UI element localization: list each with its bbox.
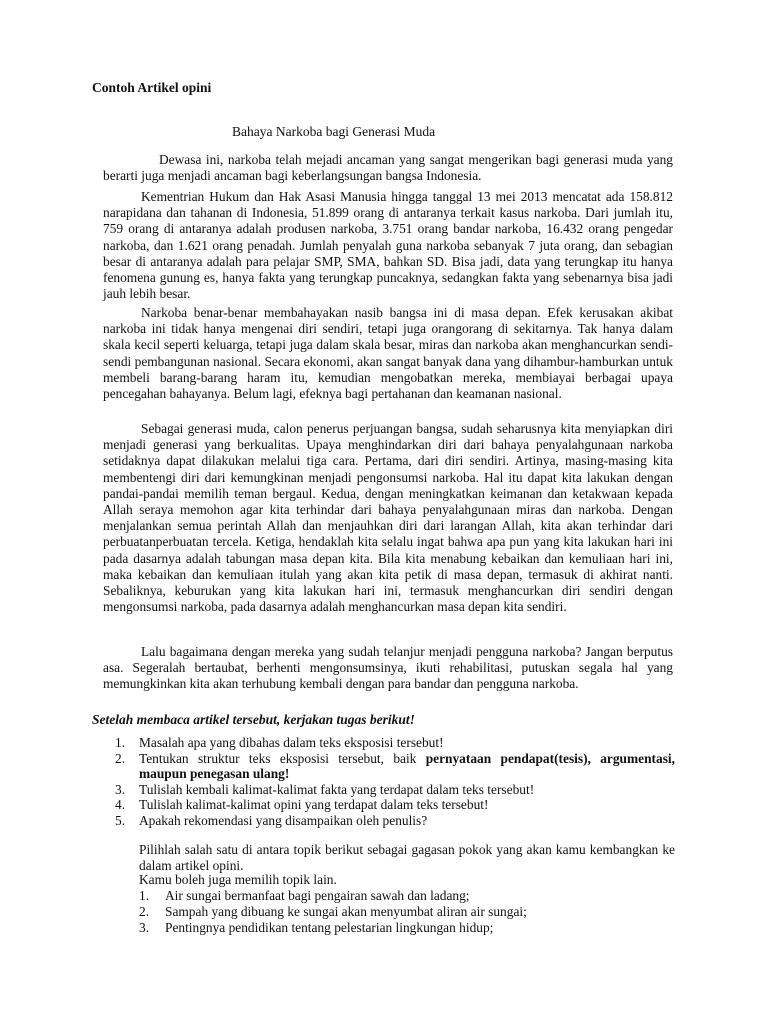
topic-list — [139, 888, 675, 935]
task-text: Apakah rekomendasi yang disampaikan oleh penulis? — [139, 812, 428, 828]
topic-number: 1. — [139, 888, 150, 903]
topic-text: Sampah yang dibuang ke sungai akan menyumbat aliran air sungai; — [165, 903, 527, 919]
topic-item-1 — [139, 888, 675, 904]
topic-item-2 — [139, 904, 675, 920]
task-text-emphasis: pernyataan pendapat(tesis), argumentasi, maupun penegasan ulang! — [139, 750, 675, 782]
task-item-3 — [115, 782, 675, 798]
task-number: 5. — [115, 812, 126, 828]
paragraph-1: Dewasa ini, narkoba telah mejadi ancaman yang sangat mengerikan bagi generasi muda yang berarti juga menjadi ancaman bagi keberlangsungan bangsa Indonesia. — [103, 152, 673, 184]
task-number: 2. — [115, 750, 126, 766]
task-number: 1. — [115, 735, 126, 750]
task-text: Tentukan struktur teks eksposisi tersebut, baik — [139, 750, 417, 766]
topic-text: Pentingnya pendidikan tentang pelestarian lingkungan hidup; — [165, 919, 494, 935]
topic-number: 2. — [139, 903, 150, 919]
paragraph-2: Kementrian Hukum dan Hak Asasi Manusia hingga tanggal 13 mei 2013 mencatat ada 158.812 narapidana dan tahanan di Indonesia, 51.899 orang di antaranya terkait kasus narkoba. Dari jumlah itu, 759 orang di antaranya adalah produsen narkoba, 3.751 orang bandar narkoba, 16.432 orang pengedar narkoba, dan 1.621 orang penadah. Jumlah penyalah guna narkoba sebanyak 7 juta orang, dan sebagian besar di antaranya adalah para pelajar SMP, SMA, bahkan SD. Bisa jadi, data yang terungkap itu hanya fenomena gunung es, hanya fakta yang terungkap puncaknya, sedangkan fakta yang sebenarnya bisa jadi jauh lebih besar. — [103, 189, 673, 302]
task-item-4 — [115, 797, 675, 813]
document-heading: Contoh Artikel opini — [92, 80, 212, 95]
task-number: 4. — [115, 797, 126, 813]
task-text: Tulislah kalimat-kalimat opini yang terdapat dalam teks tersebut! — [139, 797, 489, 813]
topic-note: Kamu boleh juga memilih topik lain. — [139, 872, 337, 887]
task-item-1 — [115, 735, 675, 751]
topic-item-3 — [139, 920, 675, 936]
task-item-5 — [115, 813, 675, 829]
task-text: Tulislah kembali kalimat-kalimat fakta yang terdapat dalam teks tersebut! — [139, 781, 535, 797]
task-list — [115, 735, 675, 829]
task-text: Masalah apa yang dibahas dalam teks eksposisi tersebut! — [139, 735, 444, 750]
paragraph-4: Sebagai generasi muda, calon penerus perjuangan bangsa, sudah seharusnya kita menyiapkan diri menjadi generasi yang berkualitas. Upaya menghindarkan diri dari bahaya penyalahgunaan narkoba setidaknya dapat dilakukan melalui tiga cara. Pertama, dari diri sendiri. Artinya, masing-masing kita membentengi diri dari kemungkinan menjadi pengonsumsi narkoba. Hal itu dapat kita lakukan dengan pandai-pandai memilih teman bergaul. Kedua, dengan meningkatkan keimanan dan ketakwaan kepada Allah seraya memohon agar kita terhindar dari bahaya penyalahgunaan miras dan narkoba. Dengan menjalankan semua perintah Allah dan menjauhkan diri dari larangan Allah, kita akan terhindar dari perbuatanperbuatan tercela. Ketiga, hendaklah kita selalu ingat bahwa apa pun yang kita lakukan hari ini pada dasarnya adalah tabungan masa depan kita. Bila kita menabung kebaikan dan kemuliaan hari ini, maka kebaikan dan kemuliaan itulah yang akan kita petik di masa depan, termasuk di akhirat nanti. Sebaliknya, keburukan yang kita lakukan hari ini, termasuk menghancurkan diri sendiri dengan mengonsumsi narkoba, pada dasarnya adalah menghancurkan masa depan kita sendiri. — [103, 421, 673, 615]
topic-instruction: Pilihlah salah satu di antara topik berikut sebagai gagasan pokok yang akan kamu kembangkan ke dalam artikel opini. — [139, 842, 675, 873]
article-title: Bahaya Narkoba bagi Generasi Muda — [232, 124, 436, 139]
task-number: 3. — [115, 781, 126, 797]
paragraph-5: Lalu bagaimana dengan mereka yang sudah telanjur menjadi pengguna narkoba? Jangan berputus asa. Segeralah bertaubat, berhenti mengonsumsinya, ikuti rehabilitasi, putuskan segala hal yang memungkinkan kita akan terhubung kembali dengan para bandar dan pengguna narkoba. — [103, 644, 673, 692]
task-instruction: Setelah membaca artikel tersebut, kerjakan tugas berikut! — [92, 712, 415, 727]
topic-number: 3. — [139, 919, 150, 935]
topic-text: Air sungai bermanfaat bagi pengairan sawah dan ladang; — [165, 888, 470, 903]
task-item-2 — [115, 751, 675, 782]
paragraph-3: Narkoba benar-benar membahayakan nasib bangsa ini di masa depan. Efek kerusakan akibat narkoba ini tidak hanya mengenai diri sendiri, tetapi juga orangorang di sekitarnya. Tak hanya dalam skala kecil seperti keluarga, tetapi juga dalam skala besar, miras dan narkoba akan menghancurkan sendi-sendi pembangunan nasional. Secara ekonomi, akan sangat banyak dana yang dihambur-hamburkan untuk membeli barang-barang haram itu, kemudian mengobatkan mereka, membiayai berbagai upaya pencegahan bahayanya. Belum lagi, efeknya bagi pertahanan dan keamanan nasional. — [103, 305, 673, 402]
